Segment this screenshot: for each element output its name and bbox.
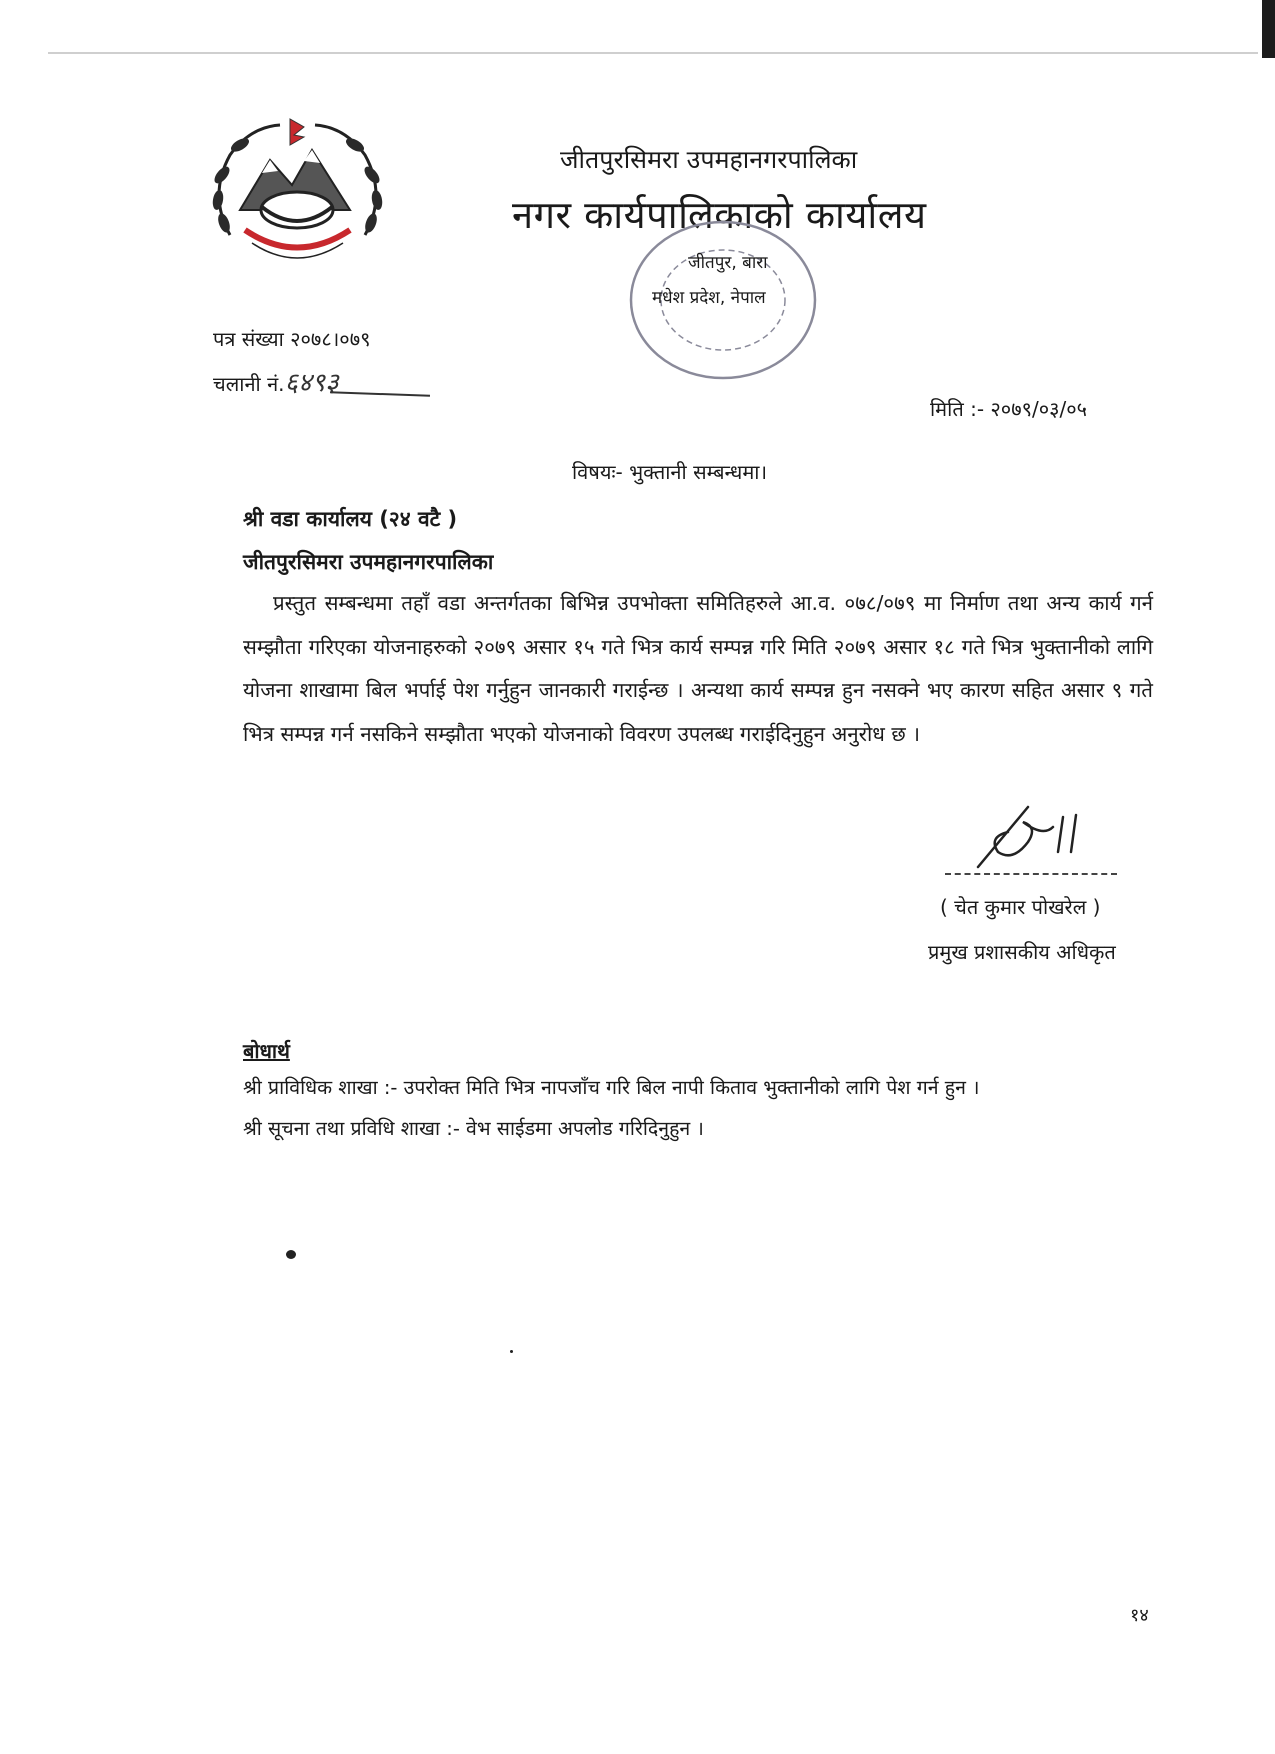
page-number: १४ bbox=[1130, 1605, 1149, 1626]
addressee-line-2: जीतपुरसिमरा उपमहानगरपालिका bbox=[243, 550, 494, 574]
signatory-name: ( चेत कुमार पोखरेल ) bbox=[940, 895, 1101, 919]
location-line-1: जीतपुर, बारा bbox=[688, 253, 768, 273]
signature-icon bbox=[968, 797, 1098, 877]
office-name: नगर कार्यपालिकाको कार्यालय bbox=[512, 193, 927, 237]
scan-speck bbox=[286, 1250, 296, 1259]
letter-date: मिति :- २०७९/०३/०५ bbox=[930, 397, 1088, 421]
cc-heading: बोधार्थ bbox=[243, 1039, 290, 1063]
organization-name: जीतपुरसिमरा उपमहानगरपालिका bbox=[560, 145, 858, 174]
scan-speck bbox=[510, 1350, 513, 1353]
signature-line bbox=[945, 873, 1117, 875]
dispatch-number: ६४९३ bbox=[284, 368, 339, 398]
letter-number: पत्र संख्या २०७८।०७९ bbox=[213, 327, 371, 351]
letter-body: प्रस्तुत सम्बन्धमा तहाँ वडा अन्तर्गतका बिभिन्न उपभोक्ता समितिहरुले आ.व. ०७८/०७९ मा निर्माण तथा अन्य कार्य गर्न सम्झौता गरिएका योजनाहरुको २०७९ असार १५ गते भित्र कार्य सम्पन्न गरि मिति २०७९ असार १८ गते भित्र भुक्तानीको लागि योजना शाखामा बिल भर्पाई पेश गर्नुहुन जानकारी गराईन्छ । अन्यथा कार्य सम्पन्न हुन नसक्ने भए कारण सहित असार ९ गते भित्र सम्पन्न गर्न नसकिने सम्झौता भएको योजनाको विवरण उपलब्ध गराईदिनुहुन अनुरोध छ । bbox=[243, 591, 1153, 746]
signatory-title: प्रमुख प्रशासकीय अधिकृत bbox=[928, 940, 1116, 964]
letter-subject: विषयः- भुक्तानी सम्बन्धमा। bbox=[572, 460, 768, 484]
scan-edge-bar bbox=[1262, 0, 1275, 58]
nepal-emblem-icon bbox=[200, 115, 395, 275]
cc-item-it: श्री सूचना तथा प्रविधि शाखा :- वेभ साईडमा अपलोड गरिदिनुहुन । bbox=[243, 1117, 704, 1140]
top-rule bbox=[48, 52, 1258, 54]
dispatch-underline bbox=[330, 391, 430, 396]
location-line-2: मधेश प्रदेश, नेपाल bbox=[652, 288, 766, 308]
cc-item-technical: श्री प्राविधिक शाखा :- उपरोक्त मिति भित्र नापजाँच गरि बिल नापी किताव भुक्तानीको लागि पेश गर्न हुन । bbox=[243, 1076, 980, 1099]
dispatch-label: चलानी नं. bbox=[213, 372, 285, 396]
addressee-line-1: श्री वडा कार्यालय (२४ वटै ) bbox=[243, 507, 458, 531]
dispatch-number-row bbox=[213, 363, 339, 399]
